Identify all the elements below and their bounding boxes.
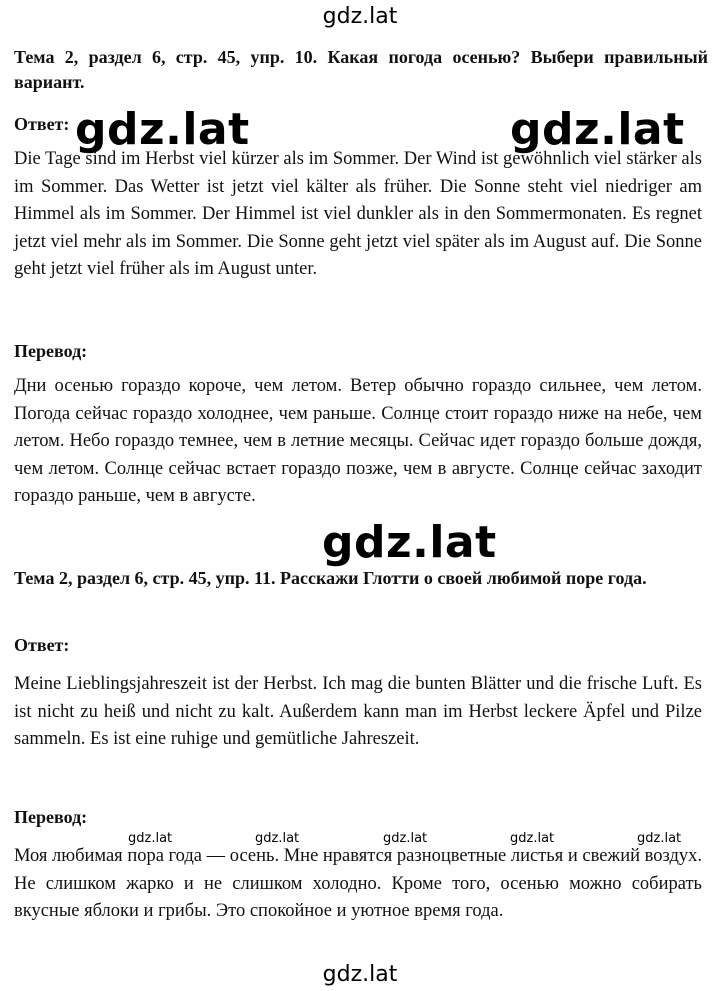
task1-heading: Тема 2, раздел 6, стр. 45, упр. 10. Какая погода осенью? Выбери правильный вариант. (14, 47, 708, 92)
task1-translation-label: Перевод: (14, 341, 88, 361)
task1-answer-label: Ответ: (14, 114, 70, 134)
task2-heading: Тема 2, раздел 6, стр. 45, упр. 11. Расскажи Глотти о своей любимой поре года. (14, 568, 647, 588)
task2-translation-text: Моя любимая пора года — осень. Мне нравятся разноцветные листья и свежий воздух. Не слишком жарко и не слишком холодно. Кроме того, осенью можно собирать вкусные яблоки и грибы. Это спокойное и уютное время года. (14, 846, 702, 921)
watermark-small-4: gdz.lat (510, 831, 555, 846)
watermark-bottom: gdz.lat (322, 962, 398, 987)
task2-answer-text: Meine Lieblingsjahreszeit ist der Herbst. Ich mag die bunten Blätter und die frische Luft. Es ist nicht zu heiß und nicht zu kalt. Außerdem kann man im Herbst leckere Äpfel und Pilze sammeln. Es ist eine ruhige und gemütliche Jahreszeit. (14, 674, 702, 749)
watermark-top: gdz.lat (322, 4, 398, 29)
watermark-small-3: gdz.lat (383, 831, 428, 846)
watermark-small-1: gdz.lat (128, 831, 173, 846)
watermark-small-2: gdz.lat (255, 831, 300, 846)
watermark-small-5: gdz.lat (637, 831, 682, 846)
watermark-large-right: gdz.lat (510, 104, 685, 155)
watermark-large-center: gdz.lat (322, 517, 497, 568)
task1-translation-text: Дни осенью гораздо короче, чем летом. Ветер обычно гораздо сильнее, чем летом. Погода сейчас гораздо холоднее, чем раньше. Солнце стоит гораздо ниже на небе, чем летом. Небо гораздо темнее, чем в летние месяцы. Сейчас идет гораздо больше дождя, чем летом. Солнце сейчас встает гораздо позже, чем в августе. Солнце сейчас заходит гораздо раньше, чем в августе. (14, 376, 702, 506)
task1-answer-text: Die Tage sind im Herbst viel kürzer als im Sommer. Der Wind ist gewöhnlich viel stärker als im Sommer. Das Wetter ist jetzt viel kälter als früher. Die Sonne steht viel niedriger am Himmel als im Sommer. Der Himmel ist viel dunkler als in den Sommermonaten. Es regnet jetzt viel mehr als im Sommer. Die Sonne geht jetzt viel später als im August auf. Die Sonne geht jetzt viel früher als im August unter. (14, 149, 702, 279)
task2-translation-label: Перевод: (14, 807, 88, 827)
watermark-large-left: gdz.lat (75, 104, 250, 155)
task2-answer-label: Ответ: (14, 635, 70, 655)
